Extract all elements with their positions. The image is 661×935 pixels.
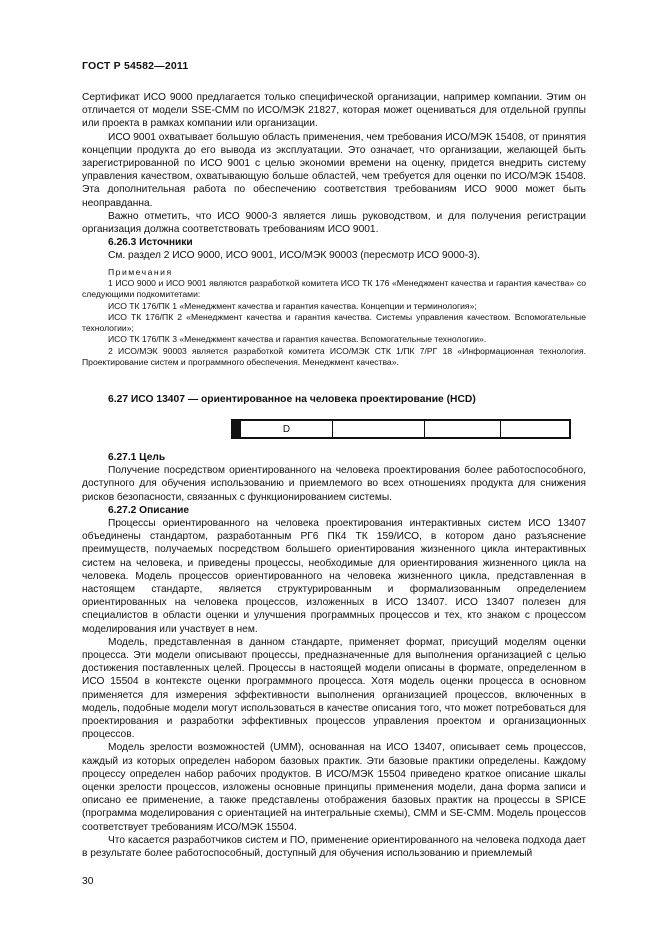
table-cell bbox=[425, 421, 501, 437]
paragraph: ИСО 9001 охватывает большую область применения, чем требования ИСО/МЭК 15408, от принятия концепции продукта до его вывода из эксплуатации. Это означает, что организации, желающей быть зарегистрированной по ИСО 9001 с целью экономии времени на оценку, придется внедрить систему управления качеством, охватывающую больше областей, чем требуется для оценки по ИСО/МЭК 15408. Эта дополнительная работа по обеспечению соответствия требованиям ИСО 9000 может быть неоправданна. bbox=[82, 131, 586, 209]
note-item: 2 ИСО/МЭК 90003 является разработкой комитета ИСО/МЭК СТК 1/ПК 7/РГ 18 «Информационная технология. Проектирование систем и программного обеспечения. Менеджмент качества». bbox=[82, 345, 586, 368]
paragraph: Что касается разработчиков систем и ПО, применение ориентированного на человека подхода дает в результате более работоспособный, доступный для обучения использованию и приемлемый bbox=[82, 834, 586, 860]
subsection-heading-sources: 6.26.3 Источники bbox=[108, 237, 193, 249]
table-cell bbox=[501, 421, 569, 437]
paragraph: Сертификат ИСО 9000 предлагается только специфической организации, например компании. Этим он отличается от модели SSE-CMM по ИСО/МЭК 21827, которая может оцениваться для отдельной группы или проекта в рамках компании или организации. bbox=[82, 92, 586, 130]
classification-table bbox=[231, 419, 571, 439]
page-number: 30 bbox=[82, 876, 94, 887]
paragraph: Модель зрелости возможностей (UMM), основанная на ИСО 13407, описывает семь процессов, каждый из которых определен набором базовых практик. Эти базовые практики определены. Каждому процессу определен набор рабочих продуктов. В ИСО/МЭК 15504 приведено краткое описание шкалы оценки зрелости процессов, изложены основные принципы применения модели, дана форма записи и описано ее применение, а также представлены отображения базовых практик на процессы в SPICE (программа моделирования с ориентацией на интегральные схемы), CMM и SE-CMM. Модель процессов соответствует требованиям ИСО/МЭК 15504. bbox=[82, 742, 586, 833]
paragraph: См. раздел 2 ИСО 9000, ИСО 9001, ИСО/МЭК 90003 (пересмотр ИСО 9000-3). bbox=[108, 250, 481, 262]
note-item: 1 ИСО 9000 и ИСО 9001 являются разработкой комитета ИСО ТК 176 «Менеджмент качества и гарантия качества» со следующими подкомитетами: bbox=[82, 277, 586, 300]
paragraph: Важно отметить, что ИСО 9000-3 является лишь руководством, и для получения регистрации организация должна соответствовать требованиям ИСО 9001. bbox=[82, 210, 586, 236]
notes-block bbox=[82, 267, 586, 369]
table-cell bbox=[333, 421, 425, 437]
note-item: ИСО ТК 176/ПК 2 «Менеджмент качества и гарантия качества. Системы управления качеством. Вспомогательные технологии»; bbox=[82, 311, 586, 334]
section-heading-block bbox=[82, 393, 586, 406]
paragraph: Модель, представленная в данном стандарте, применяет формат, присущий моделям оценки процесса. Эти модели описывают процессы, предназначенные для выполнения организацией с целью достижения поставленных целей. Процессы в настоящей модели описаны в формате, определенном в ИСО 15504 в контексте оценки программного процесса. Хотя модель оценки процесса в основном применяется для измерения эффективности выполнения организацией процессов, включенных в модель, подобные модели могут использоваться в качестве описания того, что может потребоваться для проектирования и разработки эффективных процессов управления проектом и организационных процессов. bbox=[82, 636, 586, 741]
text-block-top bbox=[82, 91, 586, 368]
table-cell: D bbox=[241, 421, 333, 437]
note-item: ИСО ТК 176/ПК 3 «Менеджмент качества и гарантия качества. Вспомогательные технологии». bbox=[108, 334, 487, 345]
subsection-heading-goal: 6.27.1 Цель bbox=[108, 452, 166, 463]
paragraph: Получение посредством ориентированного на человека проектирования более работоспособного, доступного для обучения использованию и приемлемого во всех отношениях продукта для снижения рисков безопасности, связанных с функционированием системы. bbox=[82, 465, 586, 503]
note-item: ИСО ТК 176/ПК 1 «Менеджмент качества и гарантия качества. Концепции и терминология»; bbox=[108, 300, 477, 311]
section-title: 6.27 ИСО 13407 — ориентированное на человека проектирование (HCD) bbox=[108, 394, 476, 405]
text-block-bottom bbox=[82, 451, 586, 860]
standard-header: ГОСТ Р 54582—2011 bbox=[82, 60, 189, 72]
table-marker-cell bbox=[233, 421, 241, 437]
notes-title: Примечания bbox=[108, 266, 173, 277]
subsection-heading-description: 6.27.2 Описание bbox=[108, 504, 190, 516]
paragraph: Процессы ориентированного на человека проектирования интерактивных систем ИСО 13407 объединены стандартом, разработанным РГ6 ПК4 ТК 159/ИСО, в котором дано разъяснение преимуществ, получаемых посредством большего ориентирования жизненного цикла интерактивных систем на человека, и приведены процессы, необходимые для ориентирования жизненного цикла на человека. Модель процессов ориентированного на человека жизненного цикла, представленная в настоящем стандарте, является структурированным и формализованным определением ориентированных на человека процессов, изложенных в ИСО 13407. ИСО 13407 полезен для специалистов в области оценки и улучшения программных процессов и тех, кто знаком с процессом моделирования или участвует в нем. bbox=[82, 518, 586, 635]
